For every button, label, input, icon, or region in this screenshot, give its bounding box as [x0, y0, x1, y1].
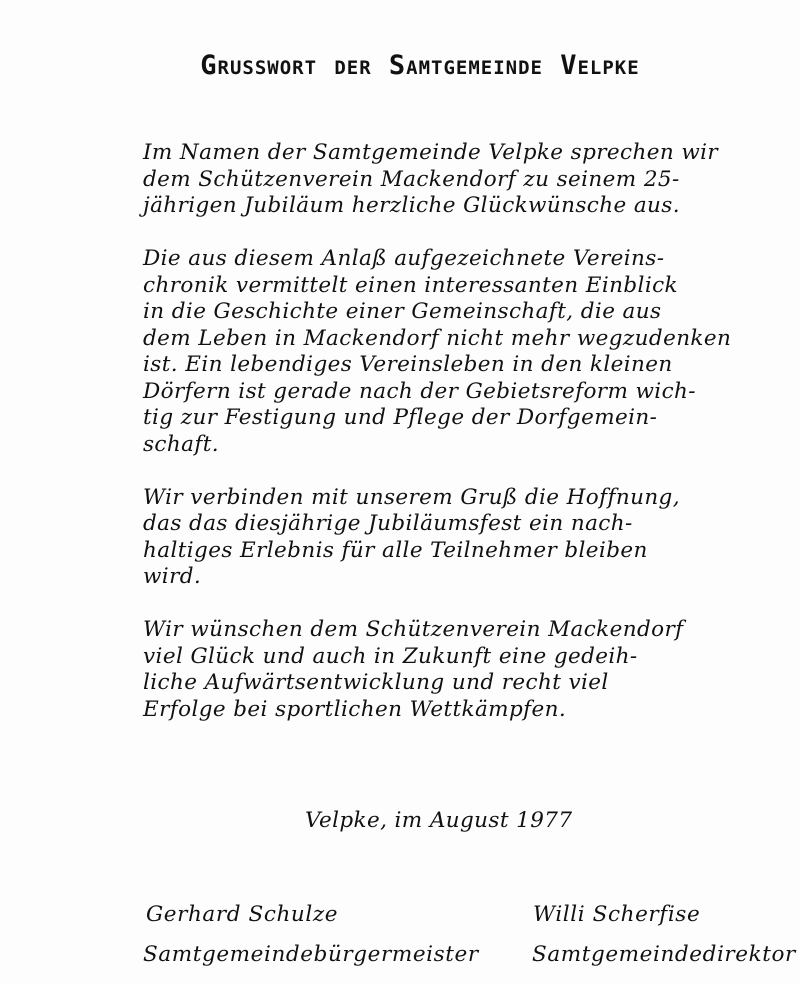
- signatory-name-left: Gerhard Schulze: [146, 902, 339, 927]
- text-line: das das diesjährige Jubiläumsfest ein nach-: [143, 511, 633, 536]
- text-line: wird.: [143, 564, 202, 589]
- text-line: in die Geschichte einer Gemeinschaft, die aus: [143, 299, 662, 324]
- text-line: Wir wünschen dem Schützenverein Mackendorf: [143, 617, 684, 642]
- text-line: Dörfern ist gerade nach der Gebietsreform wich-: [143, 378, 696, 404]
- letter-body: [143, 140, 783, 723]
- signatory-role-left: Samtgemeindebürgermeister: [143, 942, 479, 967]
- signatory-role-right: Samtgemeindedirektor: [532, 942, 796, 967]
- paragraph-1: [143, 140, 783, 220]
- text-line: Die aus diesem Anlaß aufgezeichnete Vereins-: [143, 246, 665, 271]
- signatory-name-right: Willi Scherfise: [533, 902, 701, 927]
- text-line: viel Glück und auch in Zukunft eine gedeih-: [143, 643, 638, 669]
- paragraph-gap: [143, 458, 783, 485]
- text-line: schaft.: [143, 431, 219, 457]
- text-line: chronik vermittelt einen interessanten Einblick: [143, 272, 678, 298]
- text-line: ist. Ein lebendiges Vereinsleben in den kleinen: [143, 352, 673, 377]
- text-line: haltiges Erlebnis für alle Teilnehmer bleiben: [143, 537, 648, 563]
- text-line: dem Leben in Mackendorf nicht mehr wegzudenken: [143, 325, 732, 351]
- text-line: Erfolge bei sportlichen Wettkämpfen.: [143, 696, 567, 722]
- paragraph-4: [143, 617, 783, 723]
- paragraph-gap: [143, 591, 783, 618]
- text-line: Wir verbinden mit unserem Gruß die Hoffnung,: [143, 484, 680, 510]
- text-line: liche Aufwärtsentwicklung und recht viel: [143, 670, 609, 695]
- paragraph-2: [143, 246, 783, 458]
- paragraph-gap: [143, 220, 783, 247]
- place-and-date: Velpke, im August 1977: [305, 808, 573, 833]
- text-line: jährigen Jubiläum herzliche Glückwünsche aus.: [143, 193, 680, 218]
- text-line: dem Schützenverein Mackendorf zu seinem 25-: [143, 166, 680, 192]
- paragraph-3: [143, 485, 783, 591]
- page-title: Grusswort der Samtgemeinde Velpke: [200, 50, 640, 81]
- text-line: tig zur Festigung und Pflege der Dorfgemein-: [143, 405, 658, 430]
- text-line: Im Namen der Samtgemeinde Velpke sprechen wir: [143, 140, 719, 165]
